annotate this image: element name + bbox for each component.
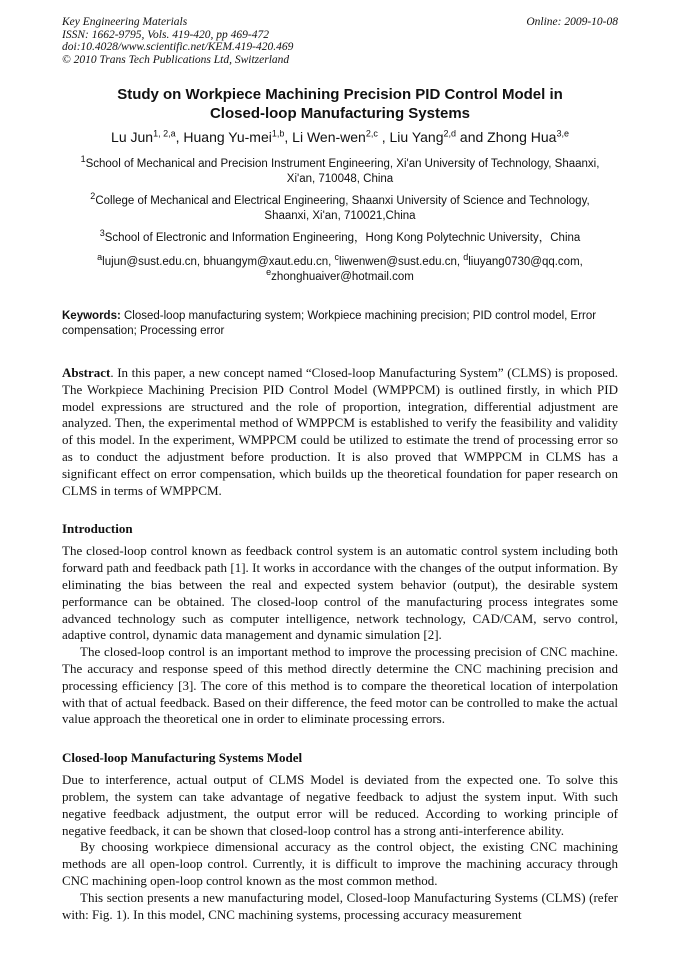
copyright-line: © 2010 Trans Tech Publications Ltd, Switzerland <box>62 53 290 66</box>
body-paragraph: The closed-loop control is an important method to improve the processing precision of CNC machine. The accuracy and response speed of this method directly determine the CNC machining precision and processing efficiency [3]. The core of this method is to compare the theoretical location of interpolation with that of actual feedback. Based on their difference, the feed motor can be controlled to make the actual value approach the theoretical one in order to eliminate processing errors. <box>62 644 618 727</box>
body-paragraph: This section presents a new manufacturing model, Closed-loop Manufacturing Systems (CLMS) (refer with: Fig. 1). In this model, CNC machining systems, processing accuracy measurement <box>62 889 618 922</box>
journal-title: Key Engineering Materials <box>62 16 188 28</box>
paper-title: Study on Workpiece Machining Precision PID Control Model in Closed-loop Manufacturing Systems <box>117 86 563 122</box>
author-superscript: 3,e <box>556 128 569 139</box>
issn-line: ISSN: 1662-9795, Vols. 419-420, pp 469-472 <box>62 28 269 41</box>
affiliation-line: $^2$College of Mechanical and Electrical Engineering, Shaanxi University of Science and Technology, Shaanxi, Xi'an, 710021,China <box>90 191 590 222</box>
author-superscript: 2,c <box>365 128 378 139</box>
body-paragraph: By choosing workpiece dimensional accuracy as the control object, the existing CNC machining methods are all open-loop control. Currently, it is difficult to improve the machining accuracy through CNC machining open-loop control known as the most common method. <box>62 839 618 888</box>
keywords-block <box>62 309 618 338</box>
email-superscript: c <box>334 252 340 263</box>
affiliation-line: $^3$School of Electronic and Information Engineering，Hong Kong Polytechnic University，China <box>99 228 581 244</box>
abstract-label: Abstract <box>62 365 111 380</box>
abstract-text: . In this paper, a new concept named “Closed-loop Manufacturing System” (CLMS) is proposed. The Workpiece Machining Precision PID Control Model (WMPPCM) is outlined firstly, in which PID model expressions are structured and the role of proportion, integration, differential adjustment are analyzed. Then, the experimental method of WMPPCM is established to verify the feasibility and validity of this model. In the experiment, WMPPCM could be utilized to estimate the trend of processing error so as to conduct the adjustment before production. It is also proved that WMPPCM in CLMS has a significant effect on error compensation, which builds up the theoretical foundation for paper research on CLMS in terms of WMPPCM. <box>62 365 618 498</box>
online-date: Online: 2009-10-08 <box>526 16 618 28</box>
section-heading: Closed-loop Manufacturing Systems Model <box>62 750 303 766</box>
affiliation-superscript: 2 <box>90 191 96 202</box>
body-paragraph: Due to interference, actual output of CLMS Model is deviated from the expected one. To solve this problem, the system can take advantage of negative feedback to adjust the system input. With such negative feedback adjustment, the output error will be reduced. According to working principle of negative feedback, it can be shown that closed-loop control has a strong anti-interference ability. <box>62 772 618 838</box>
email-superscript: e <box>266 267 272 278</box>
keywords-text: Closed-loop manufacturing system; Workpiece machining precision; PID control model, Error compensation; Processing error <box>62 310 597 337</box>
abstract-paragraph <box>62 365 618 499</box>
keywords-label: Keywords: <box>62 310 121 322</box>
affiliation-line: $^1$School of Mechanical and Precision Instrument Engineering, Xi'an University of Technology, Shaanxi, Xi'an, 710048, China <box>80 154 600 185</box>
sections-container <box>62 521 618 923</box>
author-superscript: 2,d <box>443 128 457 139</box>
masthead <box>62 16 618 66</box>
author-superscript: 1, 2,a <box>153 128 176 139</box>
email-superscript: d <box>463 252 469 263</box>
author-line: Lu Jun$^{1, 2,a}$, Huang Yu-mei$^{1,b}$, Li Wen-wen$^{2,c}$ , Liu Yang$^{2,d}$ and Zhong Hua$^{3,e}$ <box>111 128 569 145</box>
section-heading: Introduction <box>62 521 133 537</box>
author-emails: $^a$lujun@sust.edu.cn, bhuangym@xaut.edu.cn, $^c$liwenwen@sust.edu.cn, $^d$liuyang0730@qq.com, $^e$zhonghuaiver@hotmail.com <box>97 252 583 283</box>
affiliation-superscript: 1 <box>80 154 86 165</box>
doi-line: doi:10.4028/www.scientific.net/KEM.419-420.469 <box>62 41 294 53</box>
affiliations <box>62 154 618 246</box>
author-superscript: 1,b <box>271 128 285 139</box>
email-superscript: a <box>97 252 103 263</box>
body-paragraph: The closed-loop control known as feedback control system is an automatic control system including both forward path and feedback path [1]. It works in accordance with the changes of the output information. By eliminating the bias between the real and expected system behavior (output), the desirable system performance can be obtained. The closed-loop control of the manufacturing process integrates some advanced technology such as computer intelligence, network technology, CAD/CAM, servo control, adaptive control, dynamic data management and dynamic simulation [2]. <box>62 543 618 643</box>
affiliation-superscript: 3 <box>99 228 105 239</box>
